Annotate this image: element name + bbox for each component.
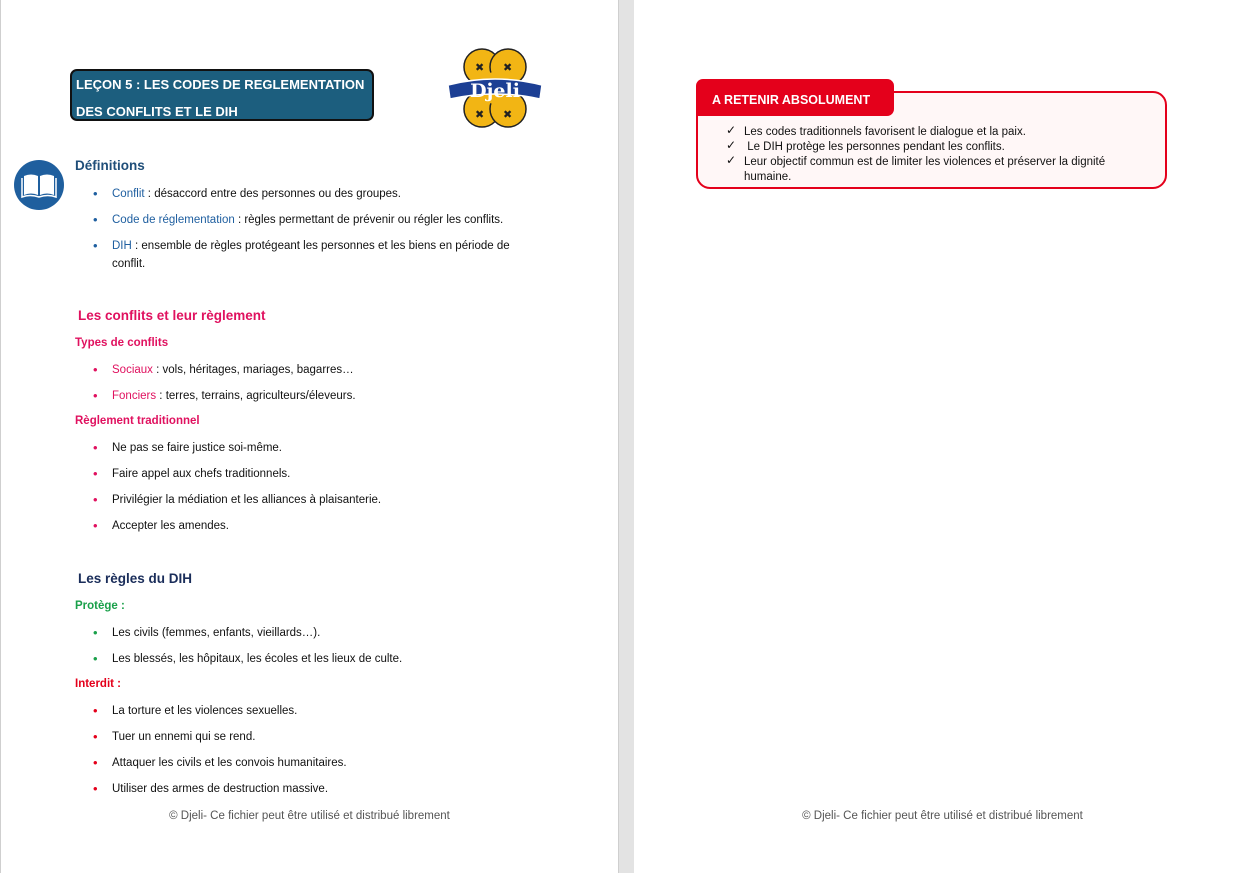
djeli-logo bbox=[446, 47, 544, 129]
definition-text: : désaccord entre des personnes ou des groupes. bbox=[144, 188, 401, 200]
definitions-heading: Définitions bbox=[75, 158, 145, 173]
definition-text: : règles permettant de prévenir ou régler les conflits. bbox=[234, 214, 504, 226]
document-page-2 bbox=[634, 0, 1251, 873]
document-page-1 bbox=[0, 0, 619, 873]
reglement-item: • Accepter les amendes. bbox=[93, 518, 229, 533]
reglement-item: • Faire appel aux chefs traditionnels. bbox=[93, 466, 291, 481]
interdit-item: • La torture et les violences sexuelles. bbox=[93, 703, 298, 718]
conflicts-heading: Les conflits et leur règlement bbox=[78, 308, 266, 323]
interdit-item: • Attaquer les civils et les convois humanitaires. bbox=[93, 755, 347, 770]
retain-title: A RETENIR ABSOLUMENT bbox=[696, 79, 894, 116]
protege-item: • Les civils (femmes, enfants, vieillards…). bbox=[93, 625, 321, 640]
definition-item: • Conflit : désaccord entre des personnes ou des groupes. bbox=[93, 186, 401, 201]
conflict-type-term: Sociaux bbox=[112, 364, 153, 376]
check-icon: ✓ bbox=[726, 123, 737, 137]
interdit-heading: Interdit : bbox=[75, 678, 121, 690]
retain-item: ✓ Leur objectif commun est de limiter les violences et préserver la dignité humaine. bbox=[726, 153, 1106, 183]
definition-item: • DIH : ensemble de règles protégeant les personnes et les biens en période de conflit. bbox=[93, 238, 510, 270]
definition-term: Conflit bbox=[112, 188, 145, 200]
lesson-title-line-2: DES CONFLITS ET LE DIH bbox=[76, 104, 238, 119]
conflict-type-item: • Fonciers : terres, terrains, agriculteurs/éleveurs. bbox=[93, 388, 356, 403]
reglement-item: • Ne pas se faire justice soi-même. bbox=[93, 440, 283, 455]
definition-text: : ensemble de règles protégeant les personnes et les biens en période de conflit. bbox=[112, 240, 510, 270]
reglement-heading: Règlement traditionnel bbox=[75, 415, 200, 427]
interdit-item: • Utiliser des armes de destruction massive. bbox=[93, 781, 329, 796]
protege-item: • Les blessés, les hôpitaux, les écoles et les lieux de culte. bbox=[93, 651, 403, 666]
definition-term: Code de réglementation bbox=[112, 214, 235, 226]
conflict-type-text: : terres, terrains, agriculteurs/éleveurs. bbox=[156, 390, 356, 402]
svg-text:✖: ✖ bbox=[503, 61, 513, 74]
retain-item: ✓ Le DIH protège les personnes pendant les conflits. bbox=[726, 138, 1005, 153]
page-footer: © Djeli- Ce fichier peut être utilisé et distribué librement bbox=[169, 810, 450, 822]
djeli-logo-text: Djeli bbox=[470, 80, 520, 102]
conflict-type-item: • Sociaux : vols, héritages, mariages, bagarres… bbox=[93, 362, 354, 377]
svg-text:✖: ✖ bbox=[475, 61, 485, 74]
conflict-type-term: Fonciers bbox=[112, 390, 157, 402]
lesson-title-line-1: LEÇON 5 : LES CODES DE REGLEMENTATION bbox=[76, 77, 365, 92]
reglement-item: • Privilégier la médiation et les alliances à plaisanterie. bbox=[93, 492, 382, 507]
page-footer: © Djeli- Ce fichier peut être utilisé et distribué librement bbox=[802, 810, 1083, 822]
interdit-item: • Tuer un ennemi qui se rend. bbox=[93, 729, 256, 744]
conflict-type-text: : vols, héritages, mariages, bagarres… bbox=[152, 364, 354, 376]
protege-heading: Protège : bbox=[75, 600, 125, 612]
types-heading: Types de conflits bbox=[75, 337, 169, 349]
check-icon: ✓ bbox=[726, 138, 737, 152]
svg-text:✖: ✖ bbox=[503, 108, 513, 121]
check-icon: ✓ bbox=[726, 153, 737, 167]
lesson-title bbox=[70, 69, 374, 121]
retain-item: ✓ Les codes traditionnels favorisent le dialogue et la paix. bbox=[726, 123, 1026, 138]
dih-heading: Les règles du DIH bbox=[78, 571, 193, 586]
book-icon bbox=[14, 160, 64, 210]
definition-item: • Code de réglementation : règles permettant de prévenir ou régler les conflits. bbox=[93, 212, 504, 227]
svg-text:✖: ✖ bbox=[475, 108, 485, 121]
definition-term: DIH bbox=[112, 240, 132, 252]
